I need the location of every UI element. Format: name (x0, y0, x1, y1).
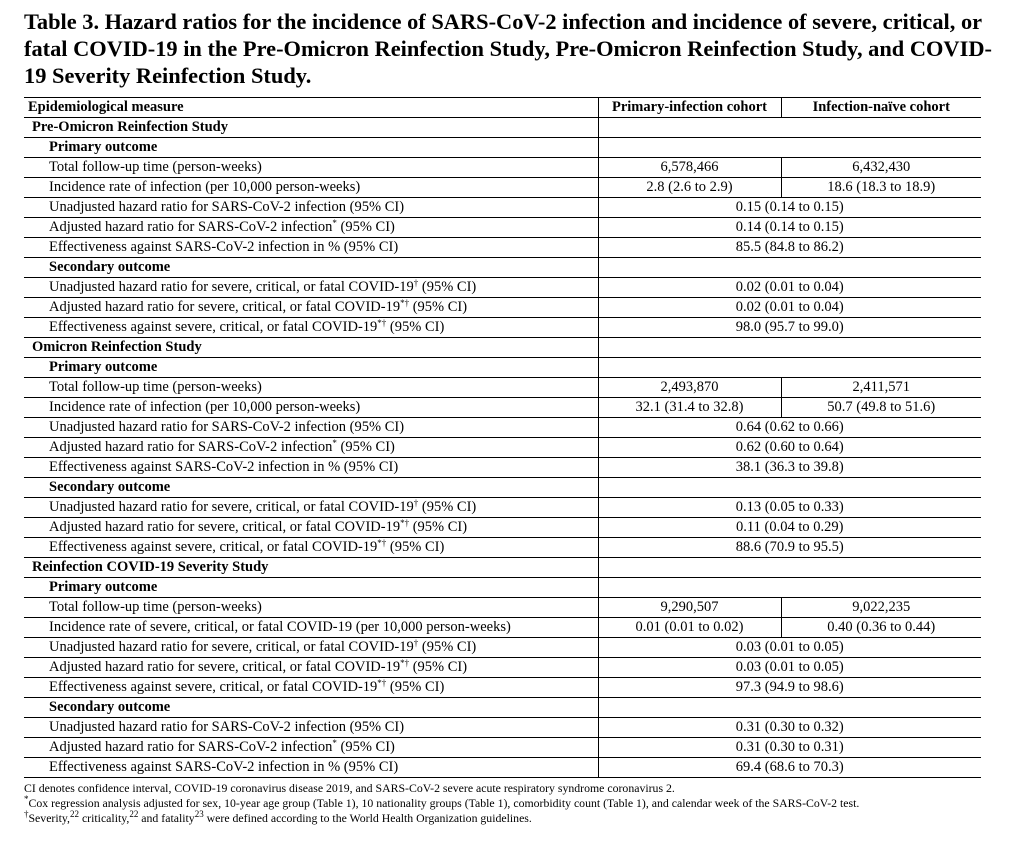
footnote-dagger-mark: † (24, 809, 29, 819)
row-footnote-mark: *† (377, 538, 387, 548)
row-footnote-mark: *† (377, 678, 387, 688)
row-label-suffix: (95% CI) (409, 299, 468, 315)
row-label-text: Adjusted hazard ratio for severe, critical, or fatal COVID-19 (49, 299, 401, 315)
two-label (24, 178, 598, 198)
span-label (24, 718, 598, 738)
combined-value: 98.0 (95.7 to 99.0) (598, 318, 981, 338)
row-label-text: Unadjusted hazard ratio for SARS-CoV-2 infection (95% CI) (49, 719, 405, 735)
span-row (24, 218, 981, 238)
two-row (24, 618, 981, 638)
combined-value: 0.15 (0.14 to 0.15) (598, 198, 981, 218)
infection-naive-value: 9,022,235 (781, 598, 981, 618)
combined-value: 0.03 (0.01 to 0.05) (598, 658, 981, 678)
span-label (24, 198, 598, 218)
span-label (24, 438, 598, 458)
span-row (24, 278, 981, 298)
row-label-text: Adjusted hazard ratio for SARS-CoV-2 infection (49, 439, 333, 455)
two-row (24, 398, 981, 418)
row-footnote-mark: † (413, 638, 419, 648)
row-label-suffix: (95% CI) (409, 659, 468, 675)
footnote-star-text: Cox regression analysis adjusted for sex, 10-year age group (Table 1), 10 nationality groups (Table 1), comorbidity count (Table 1), and calendar week of the SARS-CoV-2 test. (28, 796, 860, 810)
span-label (24, 738, 598, 758)
row-label-text: Primary outcome (49, 579, 158, 595)
row-label-text: Primary outcome (49, 359, 158, 375)
infection-naive-value: 50.7 (49.8 to 51.6) (781, 398, 981, 418)
span-row (24, 238, 981, 258)
outcome-label (24, 358, 598, 378)
row-label-text: Incidence rate of infection (per 10,000 person-weeks) (49, 179, 361, 195)
combined-value: 97.3 (94.9 to 98.6) (598, 678, 981, 698)
combined-value: 0.02 (0.01 to 0.04) (598, 278, 981, 298)
empty-cell (598, 258, 781, 278)
study-row (24, 338, 981, 358)
row-label-text: Total follow-up time (person-weeks) (49, 599, 262, 615)
row-label-suffix: (95% CI) (336, 439, 395, 455)
row-label-text: Incidence rate of severe, critical, or fatal COVID-19 (per 10,000 person-weeks) (49, 619, 511, 635)
study-label (24, 338, 598, 358)
infection-naive-value: 6,432,430 (781, 158, 981, 178)
row-label-text: Secondary outcome (49, 699, 171, 715)
study-row (24, 558, 981, 578)
outcome-row (24, 578, 981, 598)
combined-value: 0.03 (0.01 to 0.05) (598, 638, 981, 658)
column-header-measure: Epidemiological measure (24, 98, 598, 118)
row-label-suffix: (95% CI) (409, 519, 468, 535)
span-label (24, 298, 598, 318)
span-label (24, 518, 598, 538)
outcome-label (24, 478, 598, 498)
study-label (24, 118, 598, 138)
two-label (24, 618, 598, 638)
footnote-dagger (24, 811, 994, 826)
span-label (24, 218, 598, 238)
combined-value: 88.6 (70.9 to 95.5) (598, 538, 981, 558)
empty-cell (598, 118, 781, 138)
empty-cell (598, 358, 781, 378)
footnote-dagger-text-1: Severity, (28, 811, 70, 825)
hazard-ratio-table (24, 97, 981, 778)
footnote-star-mark: * (24, 794, 29, 804)
empty-cell (598, 578, 781, 598)
row-footnote-mark: * (332, 438, 337, 448)
row-footnote-mark: *† (400, 518, 410, 528)
empty-cell (781, 258, 981, 278)
span-row (24, 758, 981, 778)
span-row (24, 538, 981, 558)
row-label-text: Unadjusted hazard ratio for severe, critical, or fatal COVID-19 (49, 279, 414, 295)
empty-cell (598, 478, 781, 498)
row-label-text: Unadjusted hazard ratio for severe, critical, or fatal COVID-19 (49, 499, 414, 515)
infection-naive-value: 18.6 (18.3 to 18.9) (781, 178, 981, 198)
primary-infection-value: 2,493,870 (598, 378, 781, 398)
row-label-text: Effectiveness against severe, critical, or fatal COVID-19 (49, 319, 378, 335)
empty-cell (781, 558, 981, 578)
span-label (24, 418, 598, 438)
row-label-text: Reinfection COVID-19 Severity Study (32, 559, 269, 575)
span-row (24, 298, 981, 318)
combined-value: 69.4 (68.6 to 70.3) (598, 758, 981, 778)
two-label (24, 378, 598, 398)
row-label-text: Adjusted hazard ratio for SARS-CoV-2 infection (49, 219, 333, 235)
row-label-text: Effectiveness against SARS-CoV-2 infection in % (95% CI) (49, 459, 399, 475)
row-label-suffix: (95% CI) (386, 539, 445, 555)
outcome-label (24, 578, 598, 598)
footnote-dagger-text-3: and fatality (138, 811, 195, 825)
row-label-text: Unadjusted hazard ratio for SARS-CoV-2 infection (95% CI) (49, 199, 405, 215)
study-row (24, 118, 981, 138)
empty-cell (781, 358, 981, 378)
two-label (24, 158, 598, 178)
span-row (24, 718, 981, 738)
row-label-text: Unadjusted hazard ratio for SARS-CoV-2 infection (95% CI) (49, 419, 405, 435)
empty-cell (598, 698, 781, 718)
outcome-row (24, 138, 981, 158)
span-row (24, 198, 981, 218)
span-row (24, 678, 981, 698)
empty-cell (598, 558, 781, 578)
combined-value: 0.13 (0.05 to 0.33) (598, 498, 981, 518)
footnote-dagger-ref-1: 22 (70, 809, 79, 819)
two-row (24, 598, 981, 618)
footnote-abbreviations: CI denotes confidence interval, COVID-19 coronavirus disease 2019, and SARS-CoV-2 severe acute respiratory syndrome coronavirus 2. (24, 781, 675, 795)
outcome-row (24, 478, 981, 498)
span-row (24, 518, 981, 538)
combined-value: 38.1 (36.3 to 39.8) (598, 458, 981, 478)
outcome-label (24, 138, 598, 158)
row-label-text: Effectiveness against severe, critical, or fatal COVID-19 (49, 679, 378, 695)
row-label-text: Effectiveness against SARS-CoV-2 infection in % (95% CI) (49, 239, 399, 255)
empty-cell (781, 138, 981, 158)
span-row (24, 738, 981, 758)
combined-value: 85.5 (84.8 to 86.2) (598, 238, 981, 258)
footnote-dagger-text-4: were defined according to the World Health Organization guidelines. (203, 811, 532, 825)
span-row (24, 498, 981, 518)
span-label (24, 458, 598, 478)
row-label-text: Pre-Omicron Reinfection Study (32, 119, 228, 135)
column-header-infection-naive: Infection-naïve cohort (781, 98, 981, 118)
two-row (24, 378, 981, 398)
row-label-text: Total follow-up time (person-weeks) (49, 379, 262, 395)
table-header-row (24, 98, 981, 118)
two-row (24, 158, 981, 178)
row-label-text: Adjusted hazard ratio for severe, critical, or fatal COVID-19 (49, 659, 401, 675)
footnote-star (24, 796, 994, 811)
row-label-suffix: (95% CI) (418, 639, 477, 655)
row-label-text: Effectiveness against severe, critical, or fatal COVID-19 (49, 539, 378, 555)
primary-infection-value: 2.8 (2.6 to 2.9) (598, 178, 781, 198)
row-footnote-mark: † (413, 498, 419, 508)
span-row (24, 418, 981, 438)
row-label-text: Primary outcome (49, 139, 158, 155)
row-label-text: Unadjusted hazard ratio for severe, critical, or fatal COVID-19 (49, 639, 414, 655)
table-footnotes (24, 781, 994, 826)
span-label (24, 498, 598, 518)
row-footnote-mark: * (332, 218, 337, 228)
empty-cell (781, 118, 981, 138)
span-label (24, 538, 598, 558)
span-label (24, 278, 598, 298)
infection-naive-value: 2,411,571 (781, 378, 981, 398)
span-row (24, 458, 981, 478)
outcome-row (24, 698, 981, 718)
footnote-dagger-text-2: criticality, (79, 811, 130, 825)
two-row (24, 178, 981, 198)
row-label-text: Total follow-up time (person-weeks) (49, 159, 262, 175)
table-title: Table 3. Hazard ratios for the incidence of SARS-CoV-2 infection and incidence of severe, critical, or fatal COVID-19 in the Pre-Omicron Reinfection Study, Pre-Omicron Reinfection Study, and COVID-19 Severity Reinfection Study. (24, 9, 992, 88)
row-label-text: Adjusted hazard ratio for SARS-CoV-2 infection (49, 739, 333, 755)
span-label (24, 678, 598, 698)
column-header-primary-infection: Primary-infection cohort (598, 98, 781, 118)
combined-value: 0.14 (0.14 to 0.15) (598, 218, 981, 238)
row-footnote-mark: *† (377, 318, 387, 328)
span-label (24, 238, 598, 258)
row-label-suffix: (95% CI) (386, 679, 445, 695)
row-label-text: Adjusted hazard ratio for severe, critical, or fatal COVID-19 (49, 519, 401, 535)
combined-value: 0.02 (0.01 to 0.04) (598, 298, 981, 318)
row-label-text: Omicron Reinfection Study (32, 339, 202, 355)
row-label-text: Secondary outcome (49, 259, 171, 275)
row-footnote-mark: * (332, 738, 337, 748)
span-label (24, 638, 598, 658)
combined-value: 0.11 (0.04 to 0.29) (598, 518, 981, 538)
row-label-text: Incidence rate of infection (per 10,000 person-weeks) (49, 399, 361, 415)
row-footnote-mark: *† (400, 298, 410, 308)
row-label-suffix: (95% CI) (418, 279, 477, 295)
study-label (24, 558, 598, 578)
span-label (24, 658, 598, 678)
span-label (24, 758, 598, 778)
row-label-suffix: (95% CI) (418, 499, 477, 515)
row-label-text: Secondary outcome (49, 479, 171, 495)
row-label-text: Effectiveness against SARS-CoV-2 infection in % (95% CI) (49, 759, 399, 775)
primary-infection-value: 6,578,466 (598, 158, 781, 178)
footnote-dagger-ref-3: 23 (194, 809, 204, 819)
empty-cell (781, 478, 981, 498)
span-label (24, 318, 598, 338)
empty-cell (781, 578, 981, 598)
primary-infection-value: 9,290,507 (598, 598, 781, 618)
combined-value: 0.64 (0.62 to 0.66) (598, 418, 981, 438)
row-footnote-mark: *† (400, 658, 410, 668)
empty-cell (598, 138, 781, 158)
span-row (24, 658, 981, 678)
span-row (24, 318, 981, 338)
row-label-suffix: (95% CI) (336, 219, 395, 235)
primary-infection-value: 32.1 (31.4 to 32.8) (598, 398, 781, 418)
span-row (24, 638, 981, 658)
outcome-label (24, 698, 598, 718)
row-footnote-mark: † (413, 278, 419, 288)
span-row (24, 438, 981, 458)
outcome-row (24, 358, 981, 378)
combined-value: 0.31 (0.30 to 0.32) (598, 718, 981, 738)
outcome-label (24, 258, 598, 278)
two-label (24, 398, 598, 418)
two-label (24, 598, 598, 618)
empty-cell (781, 698, 981, 718)
primary-infection-value: 0.01 (0.01 to 0.02) (598, 618, 781, 638)
footnote-dagger-ref-2: 22 (129, 809, 139, 819)
combined-value: 0.31 (0.30 to 0.31) (598, 738, 981, 758)
empty-cell (781, 338, 981, 358)
row-label-suffix: (95% CI) (336, 739, 395, 755)
row-label-suffix: (95% CI) (386, 319, 445, 335)
combined-value: 0.62 (0.60 to 0.64) (598, 438, 981, 458)
outcome-row (24, 258, 981, 278)
empty-cell (598, 338, 781, 358)
infection-naive-value: 0.40 (0.36 to 0.44) (781, 618, 981, 638)
